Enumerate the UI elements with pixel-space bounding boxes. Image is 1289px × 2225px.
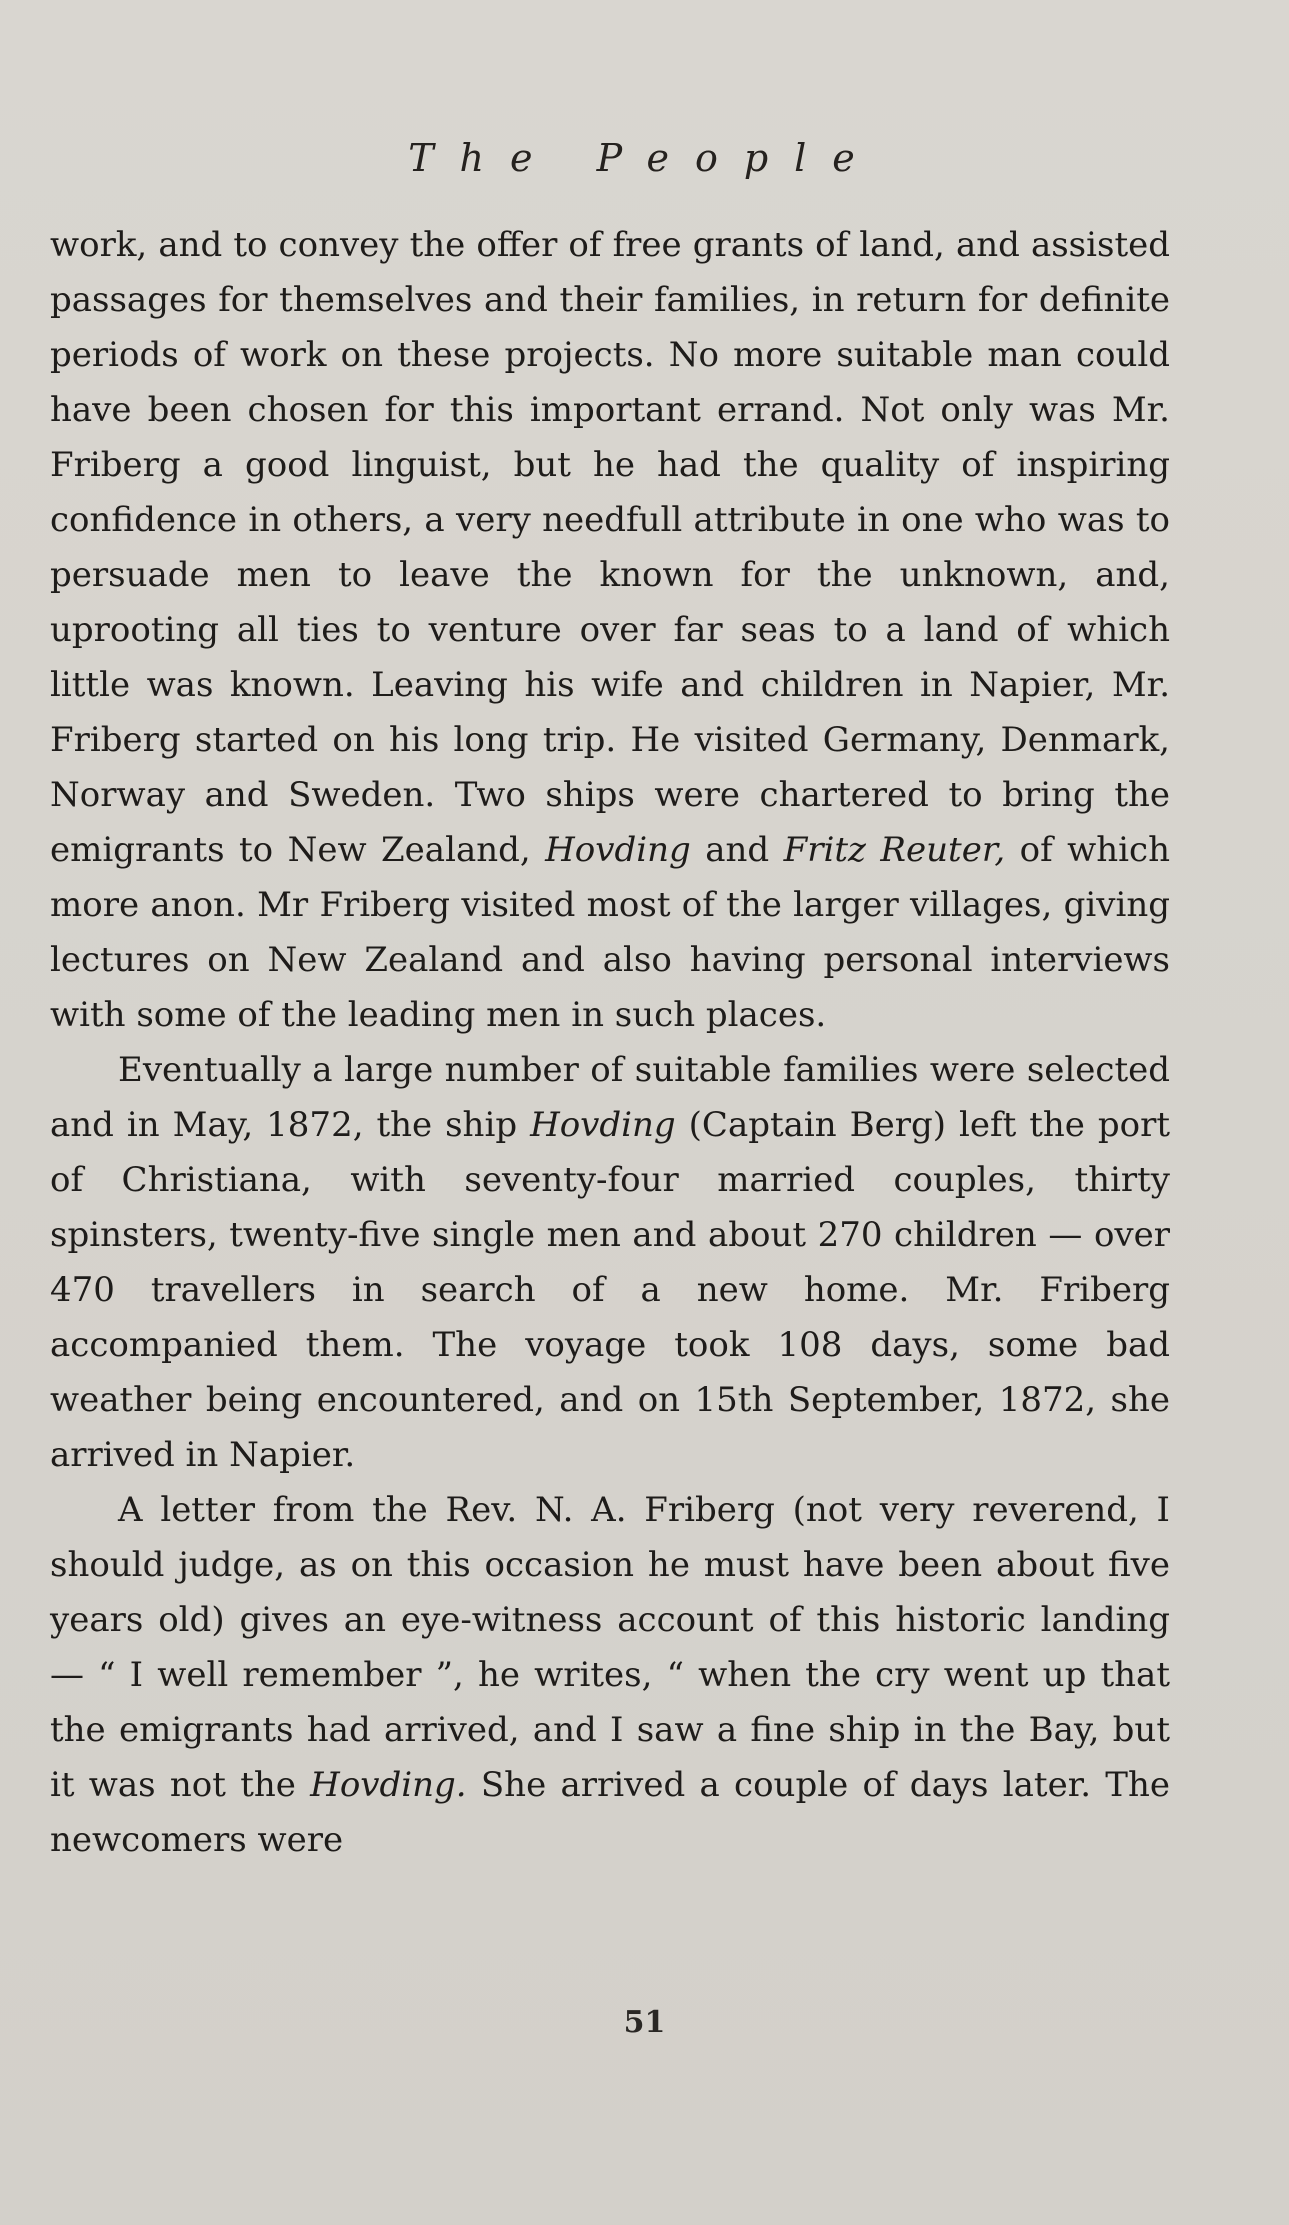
ship-name-italic: Hovding	[545, 830, 691, 870]
ship-name-italic: Hovding.	[310, 1765, 467, 1805]
paragraph	[50, 218, 1170, 1043]
page-number: 51	[623, 2005, 666, 2040]
text-segment: A letter from the Rev. N. A. Friberg (not very reverend, I should judge, as on this occasion he must have been about five years old) gives an eye-witness account of this historic landing — “ I well remember ”, he writes, “ when the cry went up that the emigrants had arrived, and I saw a fine ship in the Bay, but it was not the	[50, 1490, 1170, 1805]
body-text	[50, 218, 1170, 1868]
text-segment: She arrived a couple of days later. The newcomers were	[50, 1765, 1170, 1860]
ship-name-italic: Fritz Reuter,	[783, 830, 1006, 870]
ship-name-italic: Hovding	[530, 1105, 676, 1145]
paragraph	[50, 1043, 1170, 1483]
text-segment: and	[690, 830, 784, 870]
paragraph	[50, 1483, 1170, 1868]
text-segment: work, and to convey the offer of free grants of land, and assisted passages for themselves and their families, in return for definite periods of work on these projects. No more suitable man could have been chosen for this important errand. Not only was Mr. Friberg a good linguist, but he had the quality of inspiring confidence in others, a very needfull attribute in one who was to persuade men to leave the known for the unknown, and, uprooting all ties to venture over far seas to a land of which little was known. Leaving his wife and children in Napier, Mr. Friberg started on his long trip. He visited Germany, Denmark, Norway and Sweden. Two ships were chartered to bring the emigrants to New Zealand,	[50, 225, 1170, 870]
text-segment: of which more anon. Mr Friberg visited most of the larger villages, giving lectures on New Zealand and also having personal interviews with some of the leading men in such places.	[50, 830, 1170, 1035]
text-segment: Eventually a large number of suitable families were selected and in May, 1872, the ship	[50, 1050, 1170, 1145]
running-head: The People	[408, 136, 881, 180]
text-segment: (Captain Berg) left the port of Christiana, with seventy-four married couples, thirty spinsters, twenty-five single men and about 270 children — over 470 travellers in search of a new home. Mr. Friberg accompanied them. The voyage took 108 days, some bad weather being encountered, and on 15th September, 1872, she arrived in Napier.	[50, 1105, 1170, 1475]
